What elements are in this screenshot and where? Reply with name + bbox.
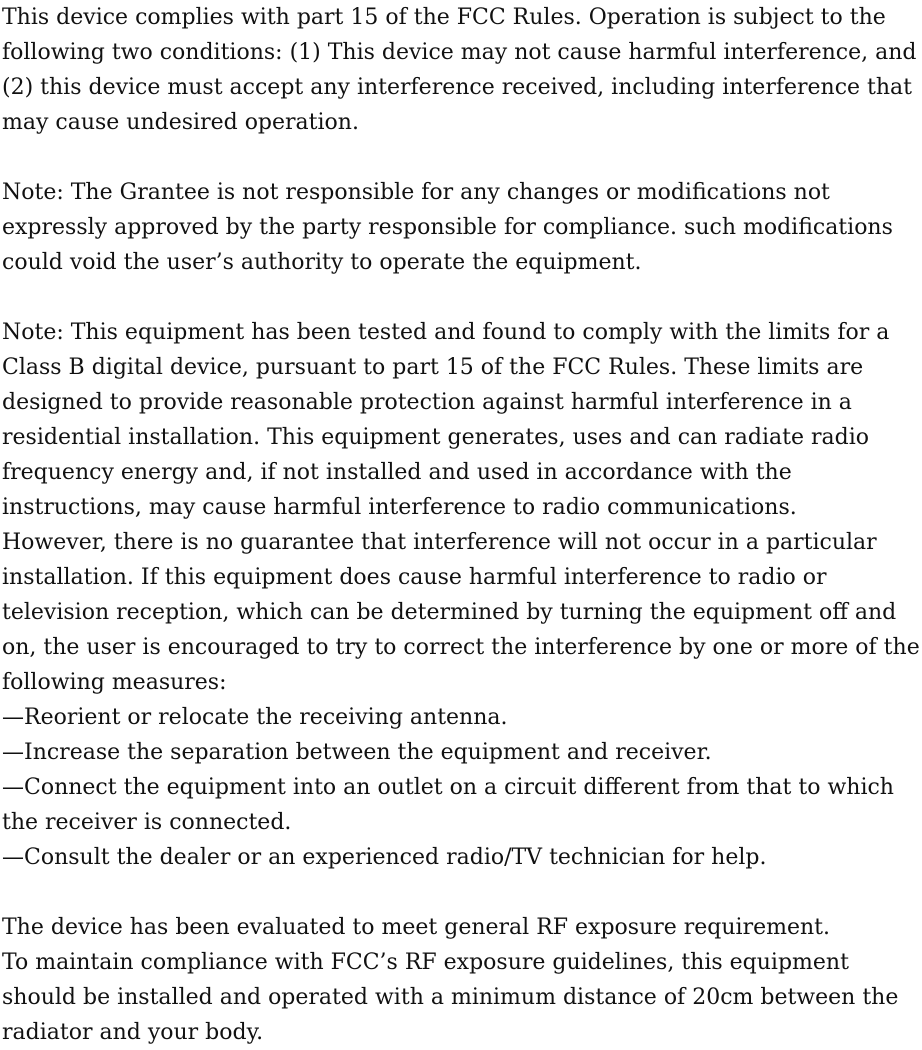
text-line: following measures: (2, 670, 227, 695)
grantee-note-paragraph (2, 175, 922, 280)
text-line: should be installed and operated with a minimum distance of 20cm between the (2, 985, 899, 1010)
rf-exposure-paragraph (2, 910, 922, 1050)
text-line: To maintain compliance with FCC’s RF exposure guidelines, this equipment (2, 950, 849, 975)
text-line: expressly approved by the party responsible for compliance. such modifications (2, 215, 893, 240)
text-line: on, the user is encouraged to try to correct the interference by one or more of the (2, 635, 920, 660)
text-line: Class B digital device, pursuant to part 15 of the FCC Rules. These limits are (2, 355, 864, 380)
measure-item: —Consult the dealer or an experienced radio/TV technician for help. (2, 845, 767, 870)
text-line: residential installation. This equipment generates, uses and can radiate radio (2, 425, 870, 450)
text-line: could void the user’s authority to operate the equipment. (2, 250, 642, 275)
text-line: television reception, which can be determined by turning the equipment off and (2, 600, 897, 625)
text-line: (2) this device must accept any interference received, including interference that (2, 75, 913, 100)
text-line: radiator and your body. (2, 1020, 264, 1045)
class-b-note-paragraph (2, 315, 922, 875)
paragraph-spacer (2, 140, 922, 175)
measure-item-continuation: the receiver is connected. (2, 810, 292, 835)
text-line: installation. If this equipment does cause harmful interference to radio or (2, 565, 827, 590)
measure-item: —Connect the equipment into an outlet on a circuit different from that to which (2, 775, 894, 800)
text-line: frequency energy and, if not installed and used in accordance with the (2, 460, 792, 485)
measure-item: —Increase the separation between the equipment and receiver. (2, 740, 712, 765)
text-line: designed to provide reasonable protection against harmful interference in a (2, 390, 852, 415)
text-line: The device has been evaluated to meet general RF exposure requirement. (2, 915, 831, 940)
fcc-compliance-paragraph (2, 0, 922, 140)
text-line: This device complies with part 15 of the FCC Rules. Operation is subject to the (2, 5, 886, 30)
paragraph-spacer (2, 875, 922, 910)
text-line: following two conditions: (1) This device may not cause harmful interference, and (2, 40, 917, 65)
text-line: Note: This equipment has been tested and found to comply with the limits for a (2, 320, 890, 345)
text-line: may cause undesired operation. (2, 110, 359, 135)
paragraph-spacer (2, 280, 922, 315)
text-line: Note: The Grantee is not responsible for any changes or modifications not (2, 180, 830, 205)
text-line: instructions, may cause harmful interference to radio communications. (2, 495, 797, 520)
measure-item: —Reorient or relocate the receiving antenna. (2, 705, 508, 730)
text-line: However, there is no guarantee that interference will not occur in a particular (2, 530, 877, 555)
